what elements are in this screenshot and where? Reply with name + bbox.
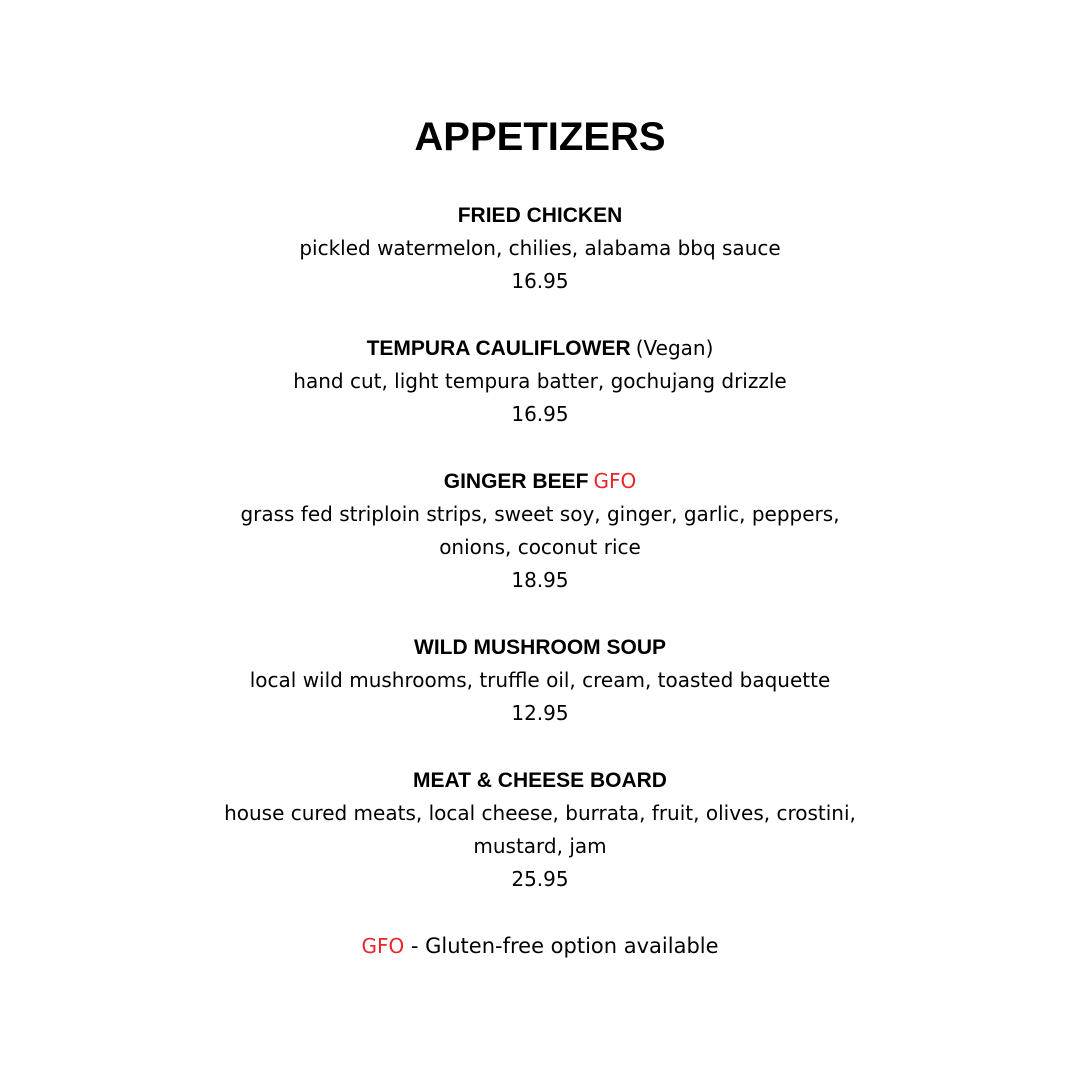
gfo-badge: GFO	[593, 469, 637, 493]
item-description: local wild mushrooms, truffle oil, cream, toasted baquette	[249, 668, 831, 692]
item-price: 16.95	[511, 269, 569, 293]
menu-item	[0, 465, 1080, 597]
item-name: TEMPURA CAULIFLOWER	[366, 337, 631, 360]
item-description: house cured meats, local cheese, burrata, fruit, olives, crostini, mustard, jam	[224, 801, 856, 858]
gfo-legend-code: GFO	[361, 934, 405, 958]
gfo-legend	[0, 930, 1080, 963]
menu-item	[0, 332, 1080, 431]
menu-item	[0, 764, 1080, 896]
item-description: grass fed striploin strips, sweet soy, ginger, garlic, peppers, onions, coconut rice	[240, 502, 840, 559]
item-price: 12.95	[511, 701, 569, 725]
menu-title: APPETIZERS	[414, 115, 666, 159]
item-description: pickled watermelon, chilies, alabama bbq sauce	[299, 236, 781, 260]
menu-item	[0, 199, 1080, 298]
item-dietary-note: (Vegan)	[635, 336, 714, 360]
item-name: GINGER BEEF	[443, 470, 589, 493]
menu-item	[0, 631, 1080, 730]
item-price: 16.95	[511, 402, 569, 426]
gfo-legend-text: - Gluten-free option available	[404, 934, 719, 958]
item-name: MEAT & CHEESE BOARD	[413, 769, 667, 792]
item-name: WILD MUSHROOM SOUP	[414, 636, 666, 659]
item-name: FRIED CHICKEN	[457, 204, 623, 227]
item-description: hand cut, light tempura batter, gochujang drizzle	[293, 369, 787, 393]
item-price: 18.95	[511, 568, 569, 592]
item-price: 25.95	[511, 867, 569, 891]
